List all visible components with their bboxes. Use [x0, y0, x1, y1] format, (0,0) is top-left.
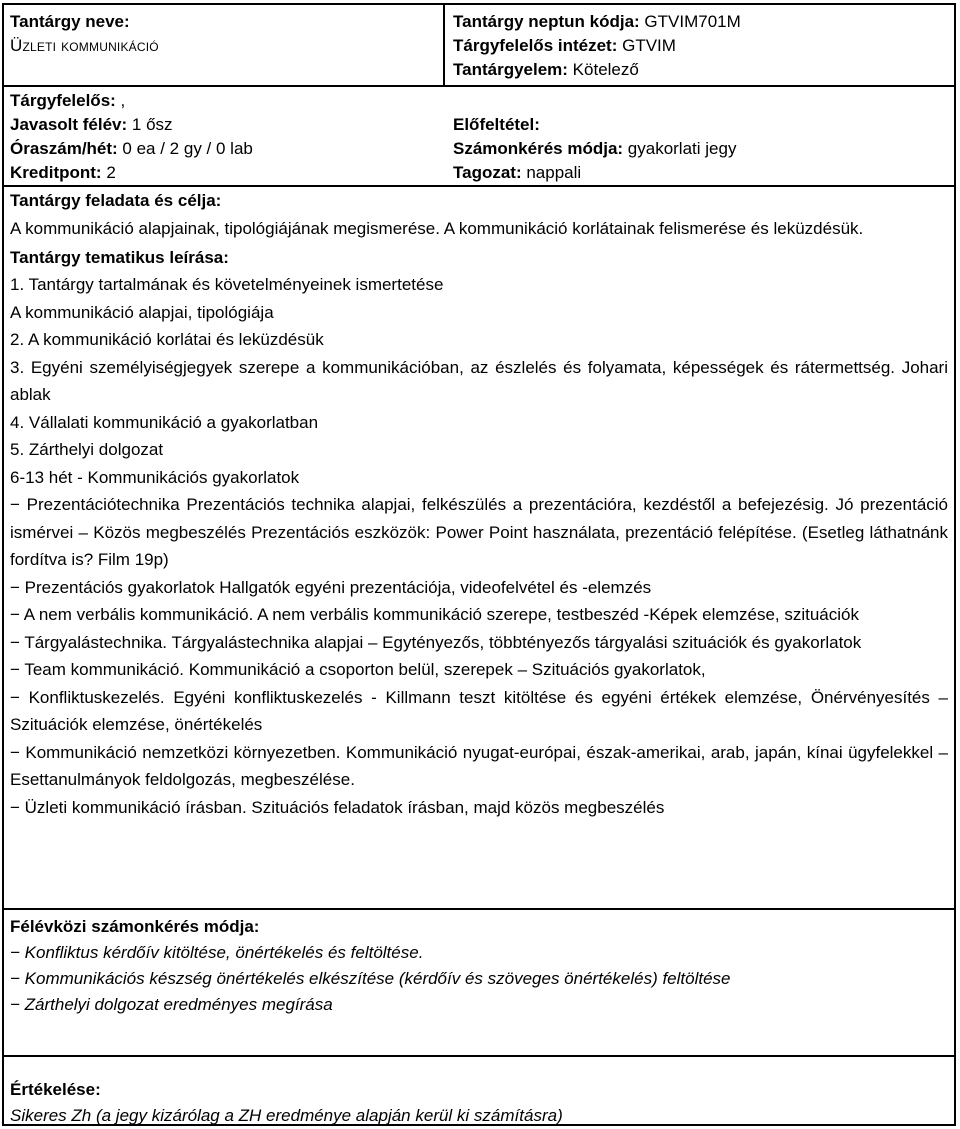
meta-row-responsible: [10, 89, 948, 113]
topic-line: A kommunikáció alapjai, tipológiája: [10, 302, 274, 322]
goal-section: [4, 187, 954, 242]
meta-row-semester: [10, 113, 948, 137]
responsible-label: Tárgyfelelős:: [10, 91, 116, 110]
credit-value: 2: [101, 163, 116, 182]
institute-value: GTVIM: [617, 36, 676, 55]
evaluation-section: [4, 1055, 954, 1124]
subject-name-value: Üzleti kommunikáció: [10, 36, 159, 55]
subject-name-label: Tantárgy neve:: [10, 12, 130, 31]
topic-line: 1. Tantárgy tartalmának és követelményeinek ismertetése: [10, 275, 444, 294]
midterm-item: − Kommunikációs készség önértékelés elkészítése (kérdőív és szöveges önértékelés) feltöltése: [10, 969, 731, 988]
credit-label: Kreditpont:: [10, 163, 102, 182]
semester-label: Javasolt félév:: [10, 115, 128, 134]
goal-label: Tantárgy feladata és célja:: [10, 191, 222, 210]
topic-line: 3. Egyéni személyiségjegyek szerepe a kommunikációban, az észlelés és folyamata, képességek és rátermettség. Johari ablak: [10, 357, 948, 404]
topic-item: − Team kommunikáció. Kommunikáció a csoporton belül, szerepek – Szituációs gyakorlatok,: [10, 660, 706, 679]
subject-codes-cell: [445, 5, 954, 85]
topic-line: 4. Vállalati kommunikáció a gyakorlatban: [10, 412, 319, 432]
goal-text: A kommunikáció alapjainak, tipológiájának megismerése. A kommunikáció korlátainak felismerése és leküzdésük.: [10, 219, 864, 238]
topic-item: − A nem verbális kommunikáció. A nem verbális kommunikáció szerepe, testbeszéd -Képek elemzése, szituációk: [10, 605, 859, 624]
division-value: nappali: [521, 163, 582, 182]
midterm-section: [4, 908, 954, 1018]
midterm-item: − Zárthelyi dolgozat eredményes megírása: [10, 995, 333, 1014]
responsible-value: ,: [115, 91, 126, 110]
exam-label: Számonkérés módja:: [453, 139, 624, 158]
topics-section: [4, 244, 954, 821]
exam-value: gyakorlati jegy: [623, 139, 737, 158]
midterm-item: − Konfliktus kérdőív kitöltése, önértékelés és feltöltése.: [10, 943, 424, 962]
evaluation-label: Értékelése:: [10, 1080, 101, 1099]
subject-name-cell: [4, 5, 445, 85]
topic-line: 5. Zárthelyi dolgozat: [10, 440, 164, 459]
topic-item: − Tárgyalástechnika. Tárgyalástechnika alapjai – Egytényezős, többtényezős tárgyalási szituációk és gyakorlatok: [10, 632, 862, 652]
neptun-label: Tantárgy neptun kódja:: [453, 12, 640, 31]
topic-item: − Üzleti kommunikáció írásban. Szituációs feladatok írásban, majd közös megbeszélés: [10, 797, 665, 817]
topic-item: − Kommunikáció nemzetközi környezetben. Kommunikáció nyugat-európai, észak-amerikai, arab, japán, kínai ügyfelekkel – Esettanulmányok feldolgozás, megbeszélése.: [10, 742, 948, 789]
hours-value: 0 ea / 2 gy / 0 lab: [117, 139, 253, 158]
header-grid: [4, 5, 954, 87]
semester-value: 1 ősz: [127, 115, 173, 134]
midterm-label: Félévközi számonkérés módja:: [10, 917, 260, 936]
topics-label: Tantárgy tematikus leírása:: [10, 248, 229, 267]
meta-section: [4, 87, 954, 187]
topic-line: 6-13 hét - Kommunikációs gyakorlatok: [10, 467, 300, 487]
topic-item: − Prezentációtechnika Prezentációs technika alapjai, felkészülés a prezentációra, kezdéstől a befejezésig. Jó prezentáció ismérvei – Közös megbeszélés Prezentációs eszközök: Power Point használata, prezentáció felépítése. (Esetleg láthatnánk fordítva is? Film 19p): [10, 495, 948, 569]
meta-row-credit: [10, 161, 948, 185]
evaluation-text: Sikeres Zh (a jegy kizárólag a ZH eredménye alapján kerül ki számításra): [10, 1106, 563, 1125]
prereq-label: Előfeltétel:: [453, 115, 540, 134]
element-value: Kötelező: [567, 60, 639, 79]
course-sheet: [2, 3, 956, 1126]
institute-label: Tárgyfelelős intézet:: [453, 36, 618, 55]
division-label: Tagozat:: [453, 163, 522, 182]
topic-item: − Prezentációs gyakorlatok Hallgatók egyéni prezentációja, videofelvétel és -elemzés: [10, 577, 652, 597]
meta-row-hours: [10, 137, 948, 161]
element-label: Tantárgyelem:: [453, 60, 568, 79]
neptun-value: GTVIM701M: [639, 12, 741, 31]
topic-item: − Konfliktuskezelés. Egyéni konfliktuskezelés - Killmann teszt kitöltése és egyéni értékek elemzése, Önérvényesítés – Szituációk elemzése, önértékelés: [10, 687, 948, 734]
topic-line: 2. A kommunikáció korlátai és leküzdésük: [10, 330, 324, 349]
hours-label: Óraszám/hét:: [10, 139, 118, 158]
